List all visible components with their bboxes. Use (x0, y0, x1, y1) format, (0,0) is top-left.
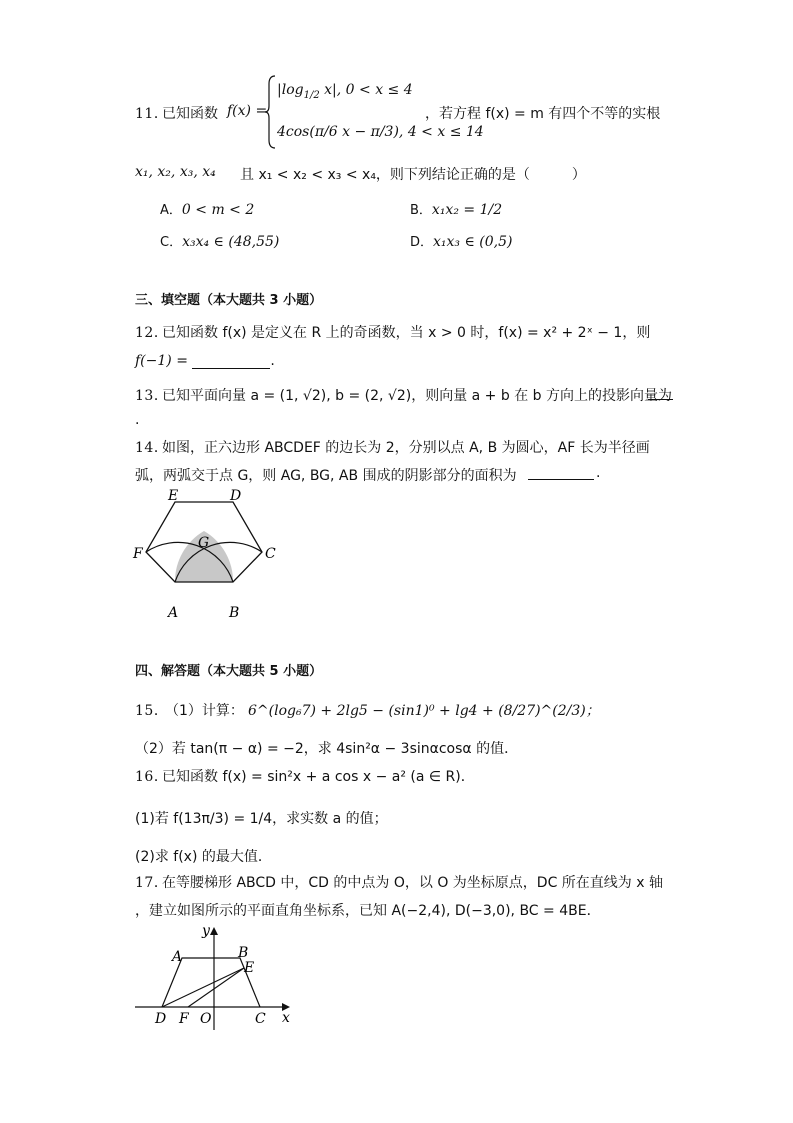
q11-piece1-tail: x|, 0 < x ≤ 4 (319, 82, 413, 98)
q14-tail: . (596, 465, 601, 481)
q13-number: 13． (135, 388, 169, 404)
q11-piece1-head: |log (277, 82, 304, 98)
label-g: G (198, 535, 210, 551)
label-a: A (168, 605, 179, 621)
q11-condition: ，若方程 f(x) = m 有四个不等的实根 (425, 106, 661, 122)
q11-piece1-base: 1/2 (303, 89, 320, 101)
q13-tail: . (135, 412, 140, 428)
q12-line2 (135, 353, 275, 369)
y-axis-arrow-icon (210, 927, 218, 935)
option-text: x₁x₃ ∈ (0,5) (433, 234, 513, 250)
label-f: F (179, 1011, 189, 1027)
section3-title: 三、填空题（本大题共 3 小题） (135, 293, 323, 308)
q15-part1-label: （1）计算： (165, 703, 244, 719)
q11-option-d (410, 231, 512, 250)
option-label: B． (410, 203, 432, 218)
trapezoid-figure (130, 922, 300, 1032)
label-b: B (229, 605, 240, 621)
q14-text1: 如图，正六边形 ABCDEF 的边长为 2，分别以点 A, B 为圆心，AF 长为半径画 (162, 440, 650, 456)
label-e: E (168, 488, 179, 504)
label-f: F (133, 546, 143, 562)
option-text: x₁x₂ = 1/2 (431, 202, 503, 218)
label-x: x (282, 1010, 290, 1026)
section4-title: 四、解答题（本大题共 5 小题） (135, 664, 323, 679)
q15-part1-expr: 6^(log₆7) + 2lg5 − (sin1)⁰ + lg4 + (8/27)^(2/3)； (248, 703, 600, 719)
q14-answer-blank (528, 465, 594, 480)
option-label: A． (160, 203, 182, 218)
q16-text: 已知函数 f(x) = sin²x + a cos x − a² (a ∈ R)． (162, 769, 475, 785)
option-text: 0 < m < 2 (181, 202, 255, 218)
q13-text: 已知平面向量 a = (1, √2), b = (2, √2)，则向量 a + b 在 b 方向上的投影向量为 (162, 388, 672, 404)
label-a: A (172, 949, 183, 965)
label-b: B (238, 945, 249, 961)
label-e: E (244, 960, 255, 976)
q17-number: 17． (135, 875, 169, 891)
q12-answer-blank (192, 354, 270, 369)
hexagon-figure (130, 486, 290, 622)
label-o: O (200, 1011, 212, 1027)
q11-fx: f(x) = (227, 103, 268, 119)
piecewise-brace-icon (263, 74, 277, 150)
q11-option-a (160, 199, 254, 218)
q17-text2: ，建立如图所示的平面直角坐标系，已知 A(−2,4), D(−3,0), BC = 4BE． (135, 903, 601, 919)
segment-fe (188, 968, 244, 1007)
q11-option-c (160, 231, 279, 250)
q12-text2: f(−1) = (135, 353, 188, 369)
q11-line2: 且 x₁ < x₂ < x₃ < x₄，则下列结论正确的是（ ） (240, 167, 586, 183)
q17-text1: 在等腰梯形 ABCD 中，CD 的中点为 O，以 O 为坐标原点，DC 所在直线为 x 轴 (162, 875, 663, 891)
q12-tail: . (270, 353, 275, 369)
q11-lead: 已知函数 (162, 106, 218, 122)
q15-part2: （2）若 tan(π − α) = −2，求 4sin²α − 3sinαcosα 的值． (135, 741, 519, 757)
q11-piece1 (277, 82, 413, 101)
q16-part1: (1)若 f(13π/3) = 1/4，求实数 a 的值； (135, 811, 388, 827)
option-label: D． (410, 235, 434, 250)
q12-number: 12． (135, 325, 169, 341)
q12-text1: 已知函数 f(x) 是定义在 R 上的奇函数，当 x > 0 时，f(x) = x² + 2ˣ − 1，则 (162, 325, 651, 341)
q11-vars: x₁, x₂, x₃, x₄ (135, 164, 216, 180)
label-d: D (155, 1011, 167, 1027)
q13-answer-blank (648, 385, 673, 400)
q16-number: 16． (135, 769, 169, 785)
q14-text2: 弧，两弧交于点 G，则 AG, BG, AB 围成的阴影部分的面积为 (135, 468, 517, 484)
q11-number: 11． (135, 106, 169, 122)
q14-number: 14． (135, 440, 169, 456)
option-label: C． (160, 235, 183, 250)
label-c: C (255, 1011, 266, 1027)
q16-part2: (2)求 f(x) 的最大值． (135, 849, 272, 865)
label-y: y (202, 923, 210, 939)
segment-de (162, 968, 244, 1007)
label-d: D (230, 488, 242, 504)
q11-option-b (410, 199, 502, 218)
label-c: C (265, 546, 276, 562)
option-text: x₃x₄ ∈ (48,55) (182, 234, 280, 250)
q15-number: 15． (135, 703, 169, 719)
q11-piece2: 4cos(π/6 x − π/3), 4 < x ≤ 14 (277, 124, 484, 140)
